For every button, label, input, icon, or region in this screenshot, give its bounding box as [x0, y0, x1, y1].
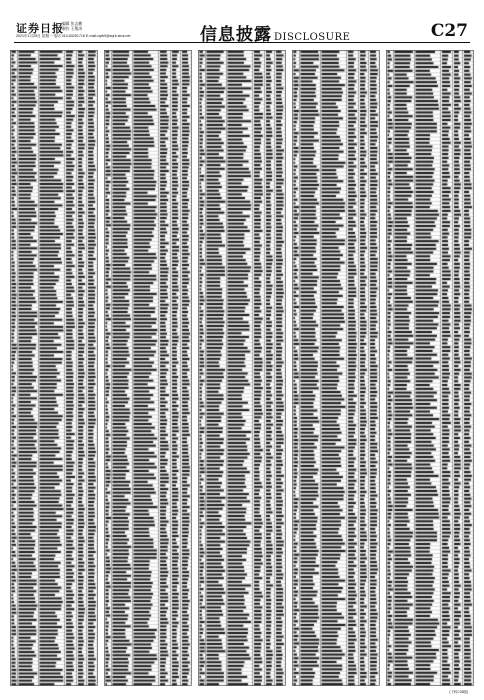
table-column-3	[198, 50, 286, 686]
table-column-3-rows	[198, 50, 286, 686]
table-column-5	[386, 50, 474, 686]
table-column-4-rows	[292, 50, 380, 686]
table-column-2	[104, 50, 192, 686]
table-column-5-rows	[386, 50, 474, 686]
table-column-1	[10, 50, 98, 686]
section-title-en: DISCLOSURE	[274, 32, 351, 43]
editor-line: 编辑 张志鹏	[62, 22, 83, 26]
dateline: 2021年1月25日 星期一 电话 010-83251716 E-mail:zqrb9@zqrb.sina.net	[16, 34, 131, 38]
table-column-4	[292, 50, 380, 686]
continued-note: (下转C28版)	[449, 690, 468, 694]
disclosure-table-grid	[10, 50, 474, 686]
producer-line: 制作 王敬涛	[62, 26, 83, 31]
newspaper-logo: 证券日报	[16, 22, 64, 35]
table-column-1-rows	[10, 50, 98, 686]
editor-credits	[62, 22, 82, 31]
masthead-rule	[14, 42, 470, 43]
section-title-cn: 信息披露	[200, 25, 272, 45]
table-column-2-rows	[104, 50, 192, 686]
page-number: C27	[430, 21, 468, 41]
masthead	[0, 0, 484, 44]
